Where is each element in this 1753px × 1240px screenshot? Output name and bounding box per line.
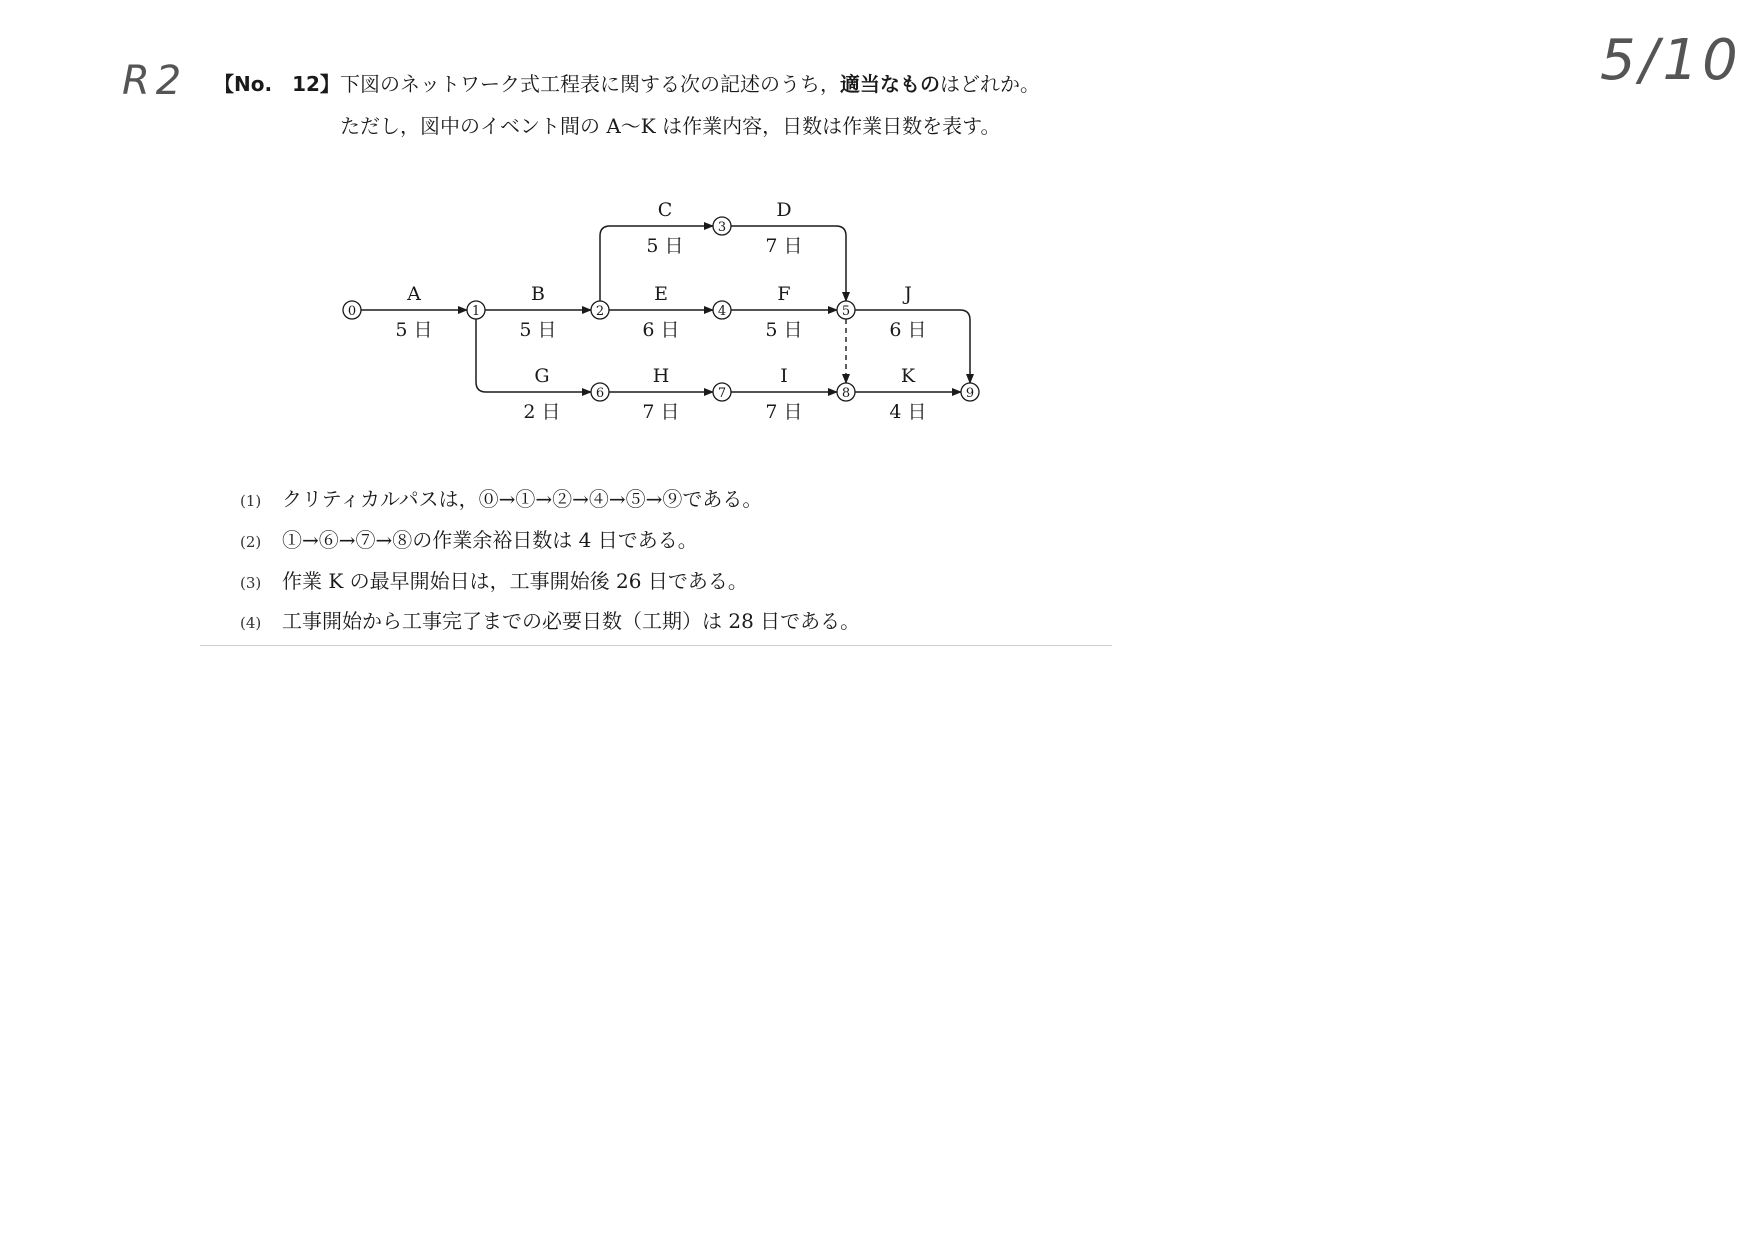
event-node-label-1: 1 (471, 304, 481, 319)
question-number: 【No. 12】 (214, 72, 340, 96)
handwritten-score: 5/10 (1600, 28, 1742, 93)
activity-days-i: 7 日 (765, 401, 803, 423)
event-node-label-8: 8 (841, 386, 851, 401)
event-node-label-4: 4 (717, 304, 727, 319)
activity-name-f: F (777, 283, 791, 305)
event-node-label-9: 9 (965, 386, 975, 401)
handwritten-note-r2: R2 (122, 58, 188, 104)
question-text-post: はどれか。 (940, 72, 1040, 96)
choice-4 (240, 605, 860, 634)
activity-days-k: 4 日 (889, 401, 927, 423)
activity-name-a: A (407, 283, 421, 305)
question-text-line2: ただし，図中のイベント間の A～K は作業内容，日数は作業日数を表す。 (340, 114, 1001, 138)
choice-text: 工事開始から工事完了までの必要日数（工期）は 28 日である。 (282, 609, 861, 633)
activity-name-j: J (904, 283, 912, 305)
choice-3 (240, 565, 748, 594)
activity-name-e: E (654, 283, 668, 305)
activity-days-b: 5 日 (519, 319, 557, 341)
choice-number: (1) (240, 492, 262, 510)
choice-text: 作業 K の最早開始日は，工事開始後 26 日である。 (282, 569, 748, 593)
choice-text: ①→⑥→⑦→⑧の作業余裕日数は 4 日である。 (282, 528, 698, 552)
activity-days-g: 2 日 (523, 401, 561, 423)
activity-days-j: 6 日 (889, 319, 927, 341)
activity-name-b: B (531, 283, 545, 305)
activity-days-a: 5 日 (395, 319, 433, 341)
choice-text: クリティカルパスは，⓪→①→②→④→⑤→⑨である。 (282, 487, 763, 511)
choice-number: (4) (240, 614, 262, 632)
event-node-label-7: 7 (717, 386, 727, 401)
network-diagram (0, 0, 1753, 470)
activity-days-h: 7 日 (642, 401, 680, 423)
choice-number: (2) (240, 533, 262, 551)
activity-name-c: C (657, 199, 673, 221)
question-text-pre: 下図のネットワーク式工程表に関する次の記述のうち， (340, 72, 840, 96)
bottom-rule (200, 645, 1112, 646)
activity-name-k: K (900, 365, 916, 387)
activity-days-d: 7 日 (765, 235, 803, 257)
event-node-label-6: 6 (595, 386, 605, 401)
activity-days-c: 5 日 (646, 235, 684, 257)
activity-name-i: I (780, 365, 788, 387)
choice-number: (3) (240, 574, 262, 592)
choice-2 (240, 524, 698, 553)
activity-name-g: G (534, 365, 550, 387)
activity-name-h: H (652, 365, 670, 387)
choice-1 (240, 483, 762, 512)
event-node-label-2: 2 (595, 304, 605, 319)
activity-name-d: D (776, 199, 792, 221)
question-text-emphasis: 適当なもの (840, 72, 940, 96)
event-node-label-0: 0 (347, 304, 357, 319)
event-node-label-3: 3 (717, 220, 727, 235)
event-node-label-5: 5 (841, 304, 851, 319)
activity-days-e: 6 日 (642, 319, 680, 341)
activity-days-f: 5 日 (765, 319, 803, 341)
